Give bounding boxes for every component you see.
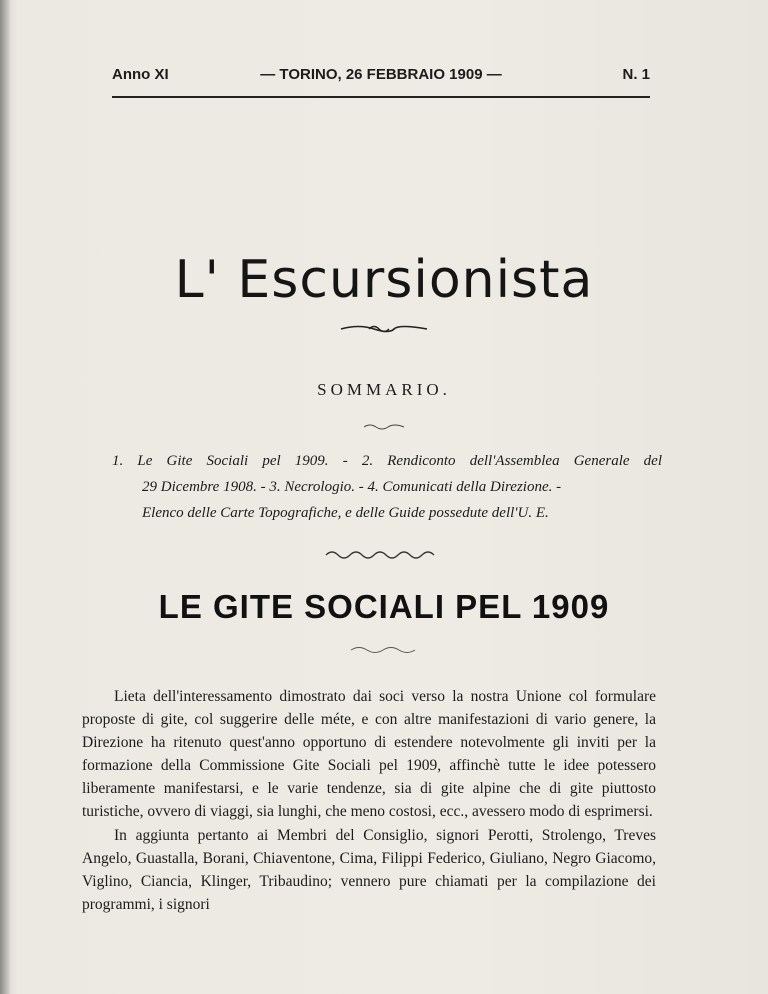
article-paragraph: Lieta dell'interessamento dimostrato dai soci verso la nostra Unione col formulare proposte di gite, col suggerire delle méte, e con altre manifestazioni di vario genere, la Direzione ha ritenuto quest'anno opportuno di estendere notevolmente gli inviti per la formazione della Commissione Gite Sociali pel 1909, affinchè tutte le idee potessero liberamente manifestarsi, e le varie tendenze, sia di gite alpine che di gite piuttosto turistiche, ovvero di viaggi, sia lunghi, che meno costosi, ecc., avessero modo di esprimersi. <box>82 688 656 820</box>
place-date: — TORINO, 26 FEBBRAIO 1909 — <box>260 66 502 83</box>
masthead-title: L' Escursionista <box>174 250 594 310</box>
sommario-heading: SOMMARIO. <box>317 380 451 399</box>
toc-line: 1. Le Gite Sociali pel 1909. - 2. Rendiconto dell'Assemblea Generale del <box>112 453 662 469</box>
toc-line: 29 Dicembre 1908. - 3. Necrologio. - 4. Comunicati della Direzione. - <box>142 479 562 495</box>
small-ornament-icon <box>0 418 768 436</box>
article-body <box>82 685 656 916</box>
table-of-contents <box>112 448 662 526</box>
toc-line: Elenco delle Carte Topografiche, e delle Guide possedute dell'U. E. <box>142 505 549 521</box>
article-paragraph: In aggiunta pertanto ai Membri del Consiglio, signori Perotti, Strolengo, Treves Angelo, Guastalla, Borani, Chiaventone, Cima, Filippi Federico, Giuliano, Negro Giacomo, Viglino, Ciancia, Klinger, Tribaudino; vennero pure chiamati per la compilazione dei programmi, i signori <box>82 827 656 913</box>
article-title: LE GITE SOCIALI PEL 1909 <box>158 588 610 625</box>
issue-header <box>112 66 650 90</box>
binding-edge <box>0 0 10 994</box>
title-flourish-icon <box>0 642 768 660</box>
ornament-divider-icon <box>0 322 768 341</box>
wavy-rule-icon <box>0 548 768 566</box>
issue-number: N. 1 <box>622 66 650 83</box>
header-rule <box>112 96 650 98</box>
issue-year: Anno XI <box>112 66 169 83</box>
